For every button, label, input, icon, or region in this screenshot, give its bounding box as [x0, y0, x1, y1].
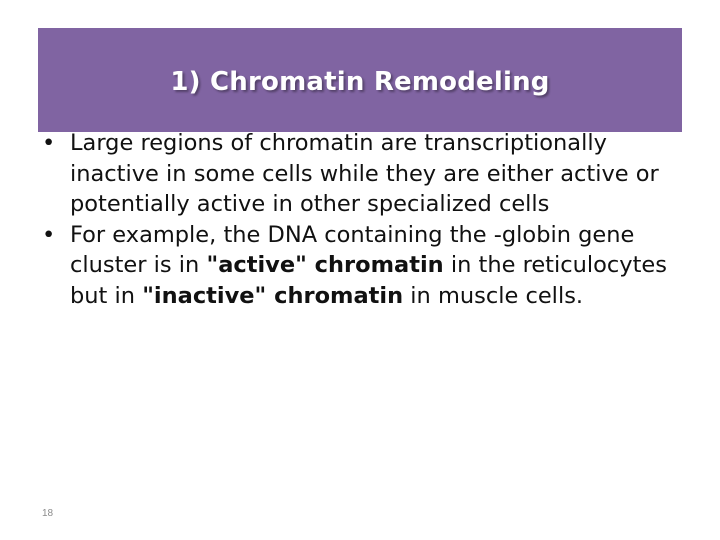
bullet-text: Large regions of chromatin are transcriptionally inactive in some cells while they are either active or potentially active in other specialized cells	[70, 130, 659, 217]
bullet-text-segment-bold: "active" chromatin	[206, 252, 444, 278]
slide-title: 1) Chromatin Remodeling	[170, 67, 550, 97]
bullet-text-segment: in the reticulocytes but in	[70, 252, 667, 309]
bullet-item	[42, 220, 682, 312]
bullet-marker: •	[42, 221, 56, 248]
title-bar	[38, 28, 682, 132]
bullet-list	[42, 128, 682, 311]
bullet-marker: •	[42, 130, 56, 156]
bullet-text-segment: For example, the DNA containing the -globin gene cluster is in	[70, 221, 635, 278]
bullet-text	[70, 220, 682, 312]
page-number: 18	[42, 508, 54, 519]
bullet-text-segment: in muscle cells.	[403, 282, 584, 309]
bullet-text-segment-bold: "inactive" chromatin	[142, 282, 404, 309]
bullet-item	[42, 128, 682, 220]
